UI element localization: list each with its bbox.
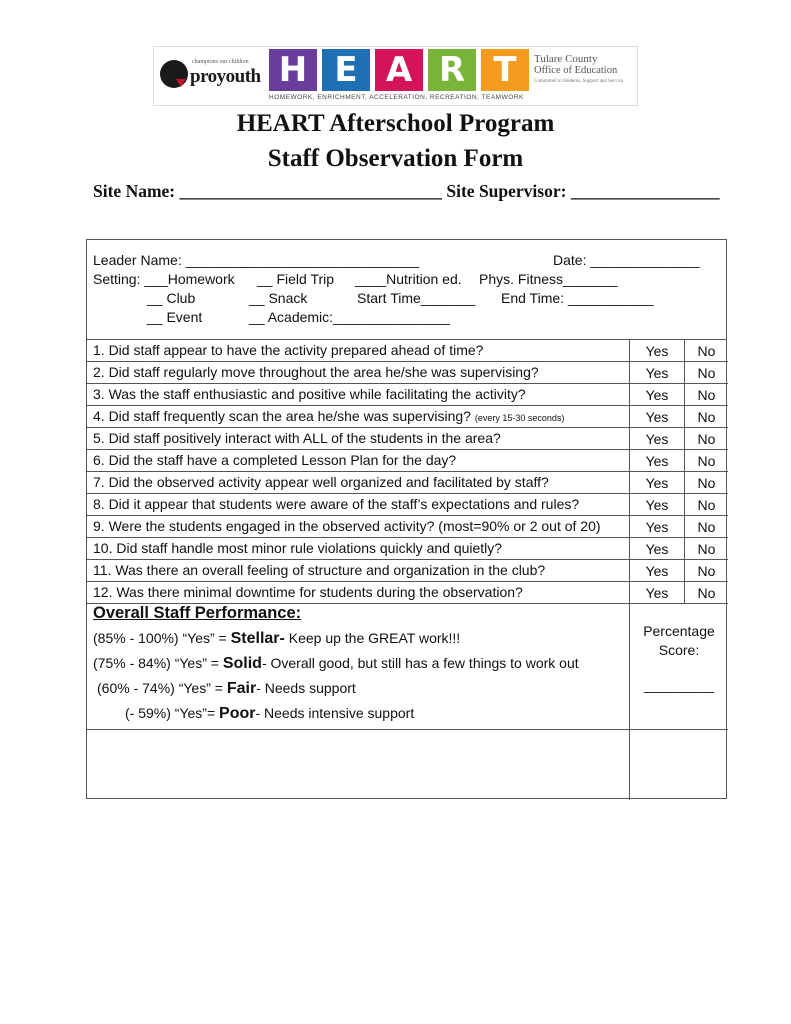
question-row: [87, 406, 728, 428]
performance-grade: Poor: [219, 705, 256, 722]
question-label: 1. Did staff appear to have the activity prepared ahead of time?: [93, 342, 484, 358]
tcoe-logo: [534, 53, 634, 84]
yes-option[interactable]: Yes: [629, 450, 684, 471]
question-label: 7. Did the observed activity appear well organized and facilitated by staff?: [93, 474, 549, 490]
notes-area[interactable]: [87, 730, 728, 800]
question-label: 4. Did staff frequently scan the area he/she was supervising?: [93, 408, 471, 424]
no-option[interactable]: No: [684, 362, 728, 383]
setting-academic[interactable]: __ Academic:_______________: [249, 309, 450, 325]
program-title: HEART Afterschool Program: [236, 110, 555, 137]
heart-letter: H: [269, 49, 317, 91]
yes-option[interactable]: Yes: [629, 582, 684, 603]
heart-icon: [176, 79, 186, 87]
performance-title: Overall Staff Performance:: [93, 604, 302, 622]
performance-range: (75% - 84%) “Yes” =: [93, 655, 223, 671]
performance-line: [93, 655, 579, 673]
tcoe-line2: Office of Education: [534, 65, 618, 76]
question-label: 6. Did the staff have a completed Lesson Plan for the day?: [93, 452, 457, 468]
question-row: [87, 450, 728, 472]
performance-grade: Stellar-: [230, 630, 285, 647]
no-option[interactable]: No: [684, 384, 728, 405]
question-text: [93, 408, 564, 424]
percentage-label: [630, 622, 728, 660]
performance-description: Keep up the GREAT work!!!: [284, 630, 461, 646]
question-label: 9. Were the students engaged in the observed activity? (most=90% or 2 out of 20): [93, 518, 601, 534]
question-label: 3. Was the staff enthusiastic and positive while facilitating the activity?: [93, 386, 526, 402]
no-option[interactable]: No: [684, 450, 728, 471]
performance-section: [87, 602, 728, 730]
question-row: [87, 560, 728, 582]
heart-letter: A: [375, 49, 423, 91]
question-text: [93, 562, 545, 578]
heart-logo: [269, 49, 529, 91]
performance-description: - Needs intensive support: [255, 705, 415, 721]
yes-option[interactable]: Yes: [629, 340, 684, 361]
heart-letter: E: [322, 49, 370, 91]
question-text: [93, 342, 483, 358]
question-row: [87, 494, 728, 516]
form-title: Staff Observation Form: [267, 145, 524, 172]
performance-range: (- 59%) “Yes”=: [125, 705, 220, 721]
observation-form: [86, 239, 727, 799]
form-header: [87, 240, 726, 340]
percentage-label-line2: Score:: [658, 642, 700, 658]
setting-event[interactable]: __ Event: [147, 309, 203, 325]
question-row: [87, 362, 728, 384]
header-banner: [153, 46, 638, 106]
performance-line: [125, 705, 414, 723]
proyouth-logo: [158, 59, 266, 91]
question-row: [87, 428, 728, 450]
date-field[interactable]: Date: ______________: [553, 252, 700, 268]
setting-homework[interactable]: Setting: ___Homework: [93, 271, 235, 287]
tcoe-line1: Tulare County: [534, 53, 598, 65]
question-text: [93, 386, 526, 402]
performance-grade: Fair: [226, 680, 257, 697]
no-option[interactable]: No: [684, 406, 728, 427]
question-row: [87, 340, 728, 362]
percentage-score-field[interactable]: _________: [643, 677, 715, 693]
proyouth-tagline: champions our children: [192, 59, 249, 65]
setting-field-trip[interactable]: __ Field Trip: [257, 271, 335, 287]
percentage-label-line1: Percentage: [643, 623, 715, 639]
performance-grade: Solid: [222, 655, 262, 672]
start-time-field[interactable]: Start Time_______: [357, 290, 476, 306]
yes-option[interactable]: Yes: [629, 494, 684, 515]
leader-name-field[interactable]: Leader Name: ______________________________: [93, 252, 420, 268]
question-note: (every 15-30 seconds): [474, 413, 565, 423]
question-row: [87, 516, 728, 538]
yes-option[interactable]: Yes: [629, 538, 684, 559]
question-label: 10. Did staff handle most minor rule violations quickly and quietly?: [93, 540, 503, 556]
question-label: 11. Was there an overall feeling of structure and organization in the club?: [93, 562, 546, 578]
no-option[interactable]: No: [684, 340, 728, 361]
yes-option[interactable]: Yes: [629, 472, 684, 493]
question-row: [87, 472, 728, 494]
no-option[interactable]: No: [684, 516, 728, 537]
performance-line: [97, 680, 356, 698]
setting-snack[interactable]: __ Snack: [249, 290, 308, 306]
heart-slogan: HOMEWORK, ENRICHMENT, ACCELERATION, RECREATION, TEAMWORK: [269, 94, 524, 101]
question-row: [87, 384, 728, 406]
question-row: [87, 538, 728, 560]
question-row: [87, 582, 728, 604]
no-option[interactable]: No: [684, 538, 728, 559]
performance-description: - Needs support: [256, 680, 356, 696]
performance-range: (85% - 100%) “Yes” =: [93, 630, 231, 646]
question-text: [93, 518, 601, 534]
no-option[interactable]: No: [684, 560, 728, 581]
tcoe-line3: Committed to Students, Support and Service: [534, 79, 624, 84]
question-label: 5. Did staff positively interact with ALL of the students in the area?: [93, 430, 501, 446]
question-label: 8. Did it appear that students were aware of the staff’s expectations and rules?: [93, 496, 580, 512]
no-option[interactable]: No: [684, 582, 728, 603]
no-option[interactable]: No: [684, 494, 728, 515]
question-text: [93, 430, 501, 446]
no-option[interactable]: No: [684, 428, 728, 449]
performance-line: [93, 630, 460, 648]
question-text: [93, 496, 579, 512]
yes-option[interactable]: Yes: [629, 406, 684, 427]
setting-nutrition[interactable]: ____Nutrition ed.: [355, 271, 462, 287]
heart-letter: T: [481, 49, 529, 91]
proyouth-name: proyouth: [190, 66, 261, 87]
yes-option[interactable]: Yes: [629, 428, 684, 449]
yes-option[interactable]: Yes: [629, 362, 684, 383]
yes-option[interactable]: Yes: [629, 516, 684, 537]
performance-range: (60% - 74%) “Yes” =: [97, 680, 227, 696]
setting-club[interactable]: __ Club: [147, 290, 196, 306]
question-text: [93, 474, 549, 490]
heart-letter: R: [428, 49, 476, 91]
question-label: 2. Did staff regularly move throughout the area he/she was supervising?: [93, 364, 539, 380]
yes-option[interactable]: Yes: [629, 384, 684, 405]
yes-option[interactable]: Yes: [629, 560, 684, 581]
setting-phys-fitness[interactable]: Phys. Fitness_______: [479, 271, 618, 287]
no-option[interactable]: No: [684, 472, 728, 493]
performance-description: - Overall good, but still has a few things to work out: [261, 655, 579, 671]
question-label: 12. Was there minimal downtime for students during the observation?: [93, 584, 523, 600]
question-text: [93, 452, 456, 468]
question-text: [93, 584, 523, 600]
question-text: [93, 364, 539, 380]
end-time-field[interactable]: End Time: ___________: [501, 290, 654, 306]
site-line: Site Name: ______________________________ Site Supervisor: _________________: [93, 181, 720, 201]
question-text: [93, 540, 502, 556]
